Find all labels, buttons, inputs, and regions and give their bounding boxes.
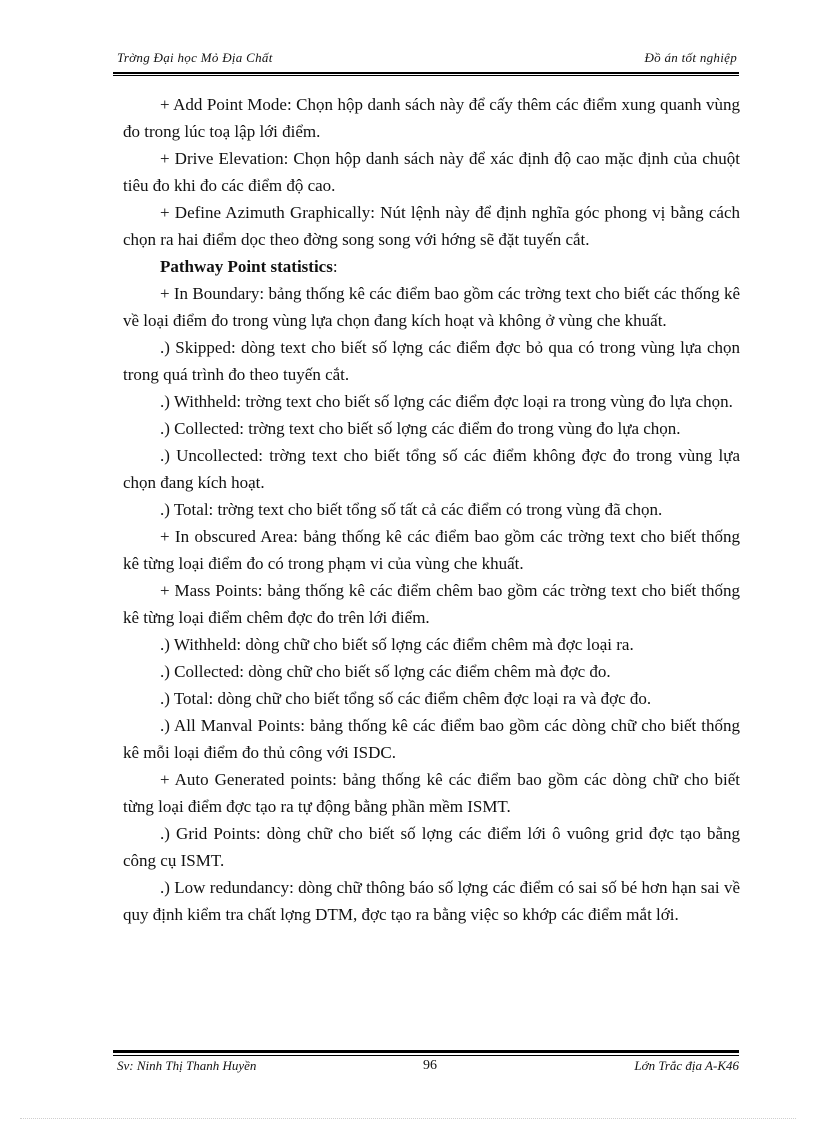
paragraph-drive-elevation: + Drive Elevation: Chọn hộp danh sách này để xác định độ cao mặc định của chuột tiêu đo khi đo các điểm độ cao. bbox=[123, 149, 740, 195]
paragraph-in-obscured-area: + In obscured Area: bảng thống kê các điểm bao gồm các trờng text cho biết thống kê từng loại điểm đo có trong phạm vi của vùng che khuất. bbox=[123, 527, 740, 573]
paragraph-mass-points: + Mass Points: bảng thống kê các điểm chêm bao gồm các trờng text cho biết thống kê từng loại điểm chêm đợc đo trên lới điểm. bbox=[123, 581, 740, 627]
header-rule-thin bbox=[113, 75, 739, 76]
paragraph-mass-total: .) Total: dòng chữ cho biết tổng số các điểm chêm đợc loại ra và đợc đo. bbox=[160, 689, 652, 708]
paragraph-grid-points: .) Grid Points: dòng chữ cho biết số lợng các điểm lới ô vuông grid đợc tạo bằng công cụ ISMT. bbox=[123, 824, 740, 870]
paragraph-mass-withheld: .) Withheld: dòng chữ cho biết số lợng các điểm chêm mà đợc loại ra. bbox=[160, 635, 634, 654]
page-header bbox=[113, 50, 739, 70]
heading-text: Pathway Point statistics bbox=[160, 257, 333, 276]
page-number: 96 bbox=[423, 1058, 437, 1073]
footer-class: Lớn Trắc địa A-K46 bbox=[634, 1058, 739, 1073]
header-rule bbox=[113, 72, 739, 74]
paragraph-mass-collected: .) Collected: dòng chữ cho biết số lợng các điểm chêm mà đợc đo. bbox=[160, 662, 611, 681]
footer-student: Sv: Ninh Thị Thanh Huyền bbox=[117, 1058, 257, 1073]
paragraph-add-point-mode: + Add Point Mode: Chọn hộp danh sách này để cấy thêm các điểm xung quanh vùng đo trong lúc toạ lập lới điểm. bbox=[123, 95, 740, 141]
paragraph-auto-generated-points: + Auto Generated points: bảng thống kê các điểm bao gồm các dòng chữ cho biết từng loại điểm đợc tạo ra tự động bằng phần mềm ISMT. bbox=[123, 770, 740, 816]
paragraph-skipped: .) Skipped: dòng text cho biết số lợng các điểm đợc bỏ qua có trong vùng lựa chọn trong quá trình đo theo tuyến cắt. bbox=[123, 338, 740, 384]
section-heading bbox=[123, 253, 740, 280]
footer-rule-thin bbox=[113, 1055, 739, 1056]
paragraph-collected: .) Collected: trờng text cho biết số lợng các điểm đo trong vùng đo lựa chọn. bbox=[160, 419, 681, 438]
paragraph-total: .) Total: trờng text cho biết tổng số tất cả các điểm có trong vùng đã chọn. bbox=[160, 500, 663, 519]
page-body bbox=[123, 91, 740, 928]
page-footer bbox=[113, 1058, 739, 1078]
paragraph-all-manual-points: .) All Manval Points: bảng thống kê các điểm bao gồm các dòng chữ cho biết thống kê mỗi loại điểm đo thủ công với ISDC. bbox=[123, 716, 740, 762]
header-doc-type: Đồ án tốt nghiệp bbox=[644, 50, 737, 65]
heading-colon: : bbox=[332, 257, 338, 276]
paragraph-low-redundancy: .) Low redundancy: dòng chữ thông báo số lợng các điểm có sai số bé hơn hạn sai về quy định kiểm tra chất lợng DTM, đợc tạo ra bằng việc so khớp các điểm mắt lới. bbox=[123, 878, 740, 924]
page-edge-dotted-line bbox=[20, 1118, 796, 1119]
paragraph-in-boundary: + In Boundary: bảng thống kê các điểm bao gồm các trờng text cho biết các thống kê về loại điểm đo trong vùng lựa chọn đang kích hoạt và không ở vùng che khuất. bbox=[123, 284, 740, 330]
paragraph-define-azimuth: + Define Azimuth Graphically: Nút lệnh này để định nghĩa góc phong vị bằng cách chọn ra hai điểm dọc theo đờng song song với hớng sẽ đặt tuyến cắt. bbox=[123, 203, 740, 249]
paragraph-uncollected: .) Uncollected: trờng text cho biết tổng số các điểm không đợc đo trong vùng lựa chọn đang kích hoạt. bbox=[123, 446, 740, 492]
footer-rule bbox=[113, 1050, 739, 1053]
paragraph-withheld: .) Withheld: trờng text cho biết số lợng các điểm đợc loại ra trong vùng đo lựa chọn. bbox=[160, 392, 733, 411]
header-school: Trờng Đại học Mỏ Địa Chất bbox=[117, 50, 273, 65]
